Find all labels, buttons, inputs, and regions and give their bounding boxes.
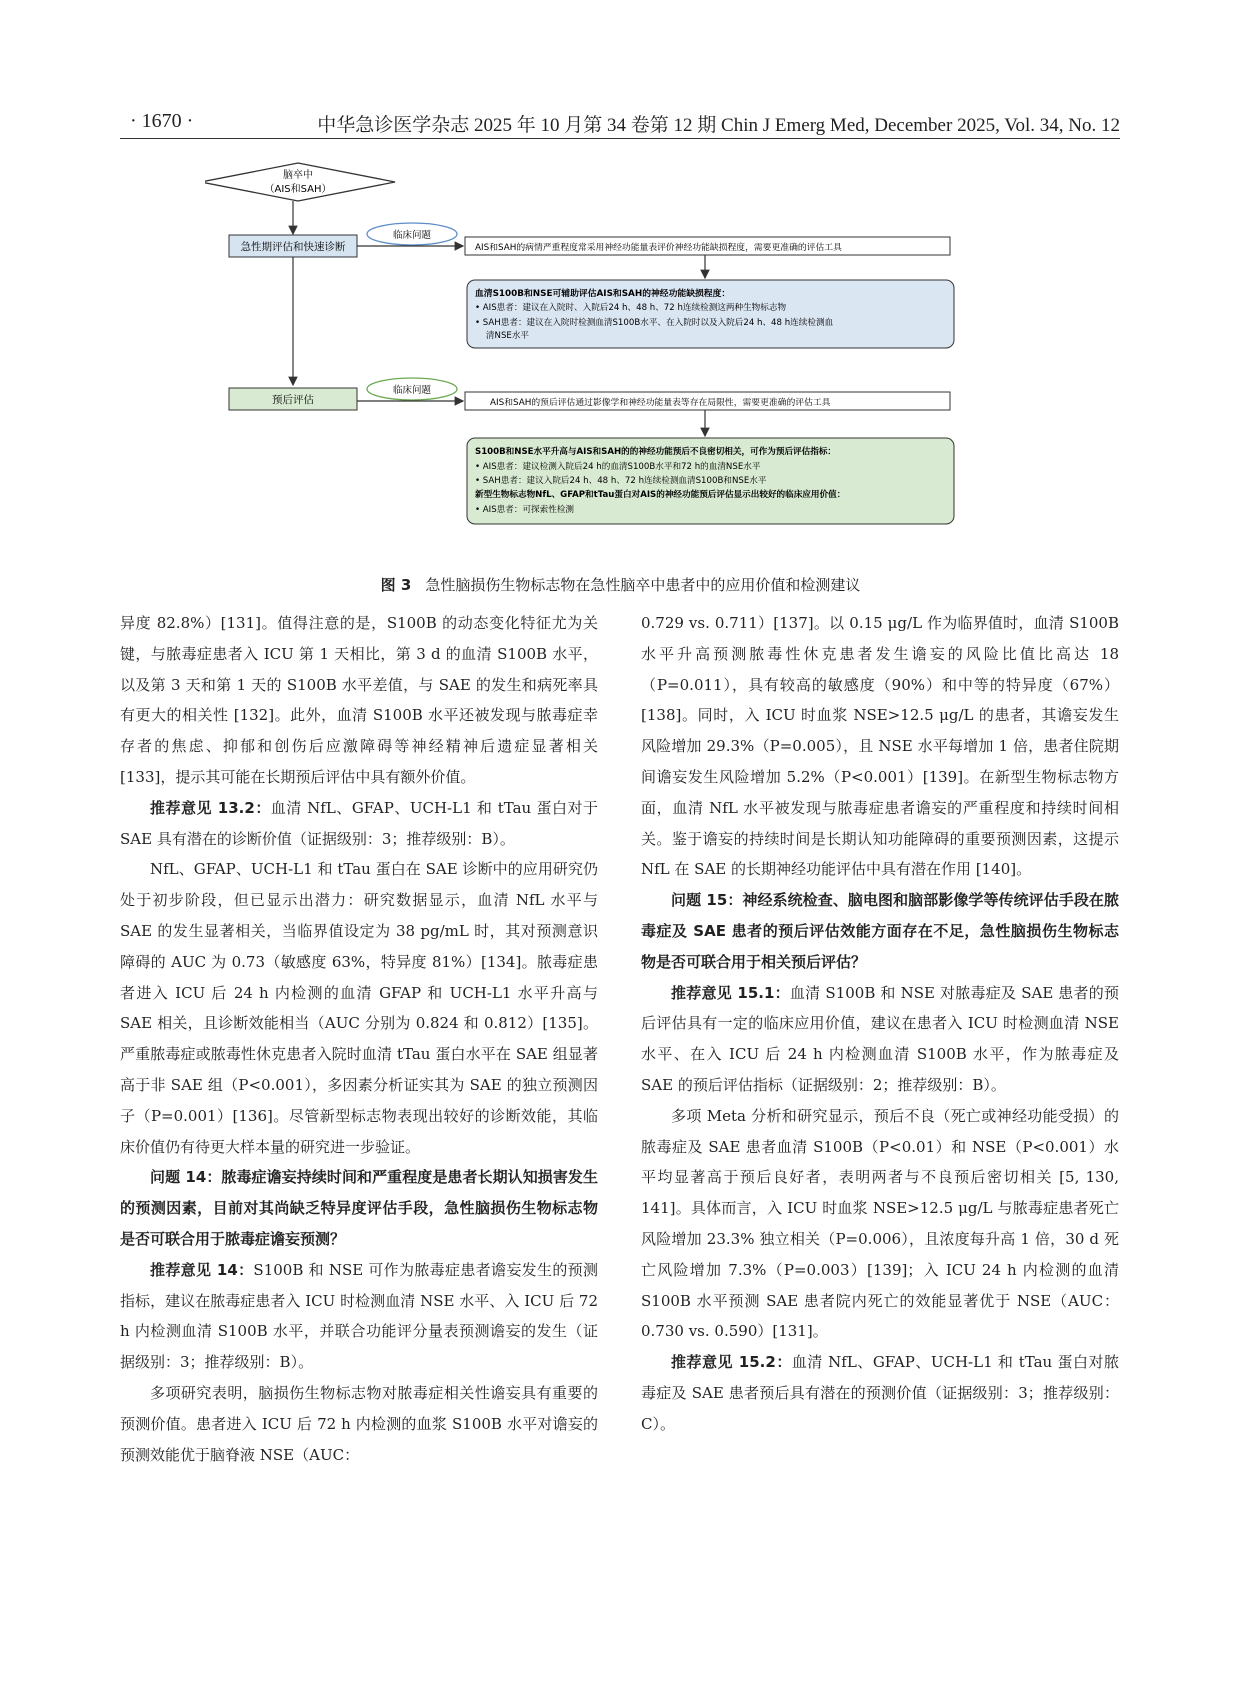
recommendation-2-line-2: • SAH患者：建议入院后24 h、48 h、72 h连续检测血清S100B和NSE水平: [475, 476, 767, 486]
flowchart-figure: [205, 160, 1005, 530]
recommendation-text: S100B 和 NSE 可作为脓毒症患者谵妄发生的预测指标，建议在脓毒症患者入 ICU 时检测血清 NSE 水平、入 ICU 后 72 h 内检测血清 S100B 水平，并联合功能评分量表预测谵妄的发生（证据级别：3；推荐级别：B）。: [120, 1260, 598, 1372]
right-column: [641, 608, 1119, 1440]
caption-text: 急性脑损伤生物标志物在急性脑卒中患者中的应用价值和检测建议: [425, 576, 861, 594]
recommendation-2-title-2: 新型生物标志物NfL、GFAP和tTau蛋白对AIS的神经功能预后评估显示出较好的临床应用价值：: [475, 490, 846, 500]
caption-label: 图 3: [380, 576, 412, 594]
recommendation-label: 推荐意见 15.2：: [671, 1353, 792, 1372]
left-column: [120, 608, 598, 1470]
recommendation-1-title: 血清S100B和NSE可辅助评估AIS和SAH的神经功能缺损程度：: [475, 289, 731, 299]
recommendation-2-line-1: • AIS患者：建议检测入院后24 h的血清S100B水平和72 h的血清NSE水平: [475, 462, 761, 472]
page-number: · 1670 ·: [130, 110, 194, 132]
clinical-question-1-label: 临床问题: [392, 230, 432, 241]
paragraph: NfL、GFAP、UCH-L1 和 tTau 蛋白在 SAE 诊断中的应用研究仍处于初步阶段，但已显示出潜力：研究数据显示，血清 NfL 水平与 SAE 的发生显著相关，当临界值设定为 38 pg/mL 时，其对预测意识障碍的 AUC 为 0.73（敏感度 63%，特异度 81%）[134]。脓毒症患者进入 ICU 后 24 h 内检测的血清 GFAP 和 UCH-L1 水平升高与 SAE 相关，且诊断效能相当（AUC 分别为 0.824 和 0.812）[135]。严重脓毒症或脓毒性休克患者入院时血清 tTau 蛋白水平在 SAE 组显著高于非 SAE 组（P<0.001），多因素分析证实其为 SAE 的独立预测因子（P=0.001）[136]。尽管新型标志物表现出较好的诊断效能，其临床价值仍有待更大样本量的研究进一步验证。: [120, 860, 598, 1156]
question-2-text: AIS和SAH的预后评估通过影像学和神经功能量表等存在局限性，需要更准确的评估工具: [490, 398, 831, 408]
question-14: 问题 14：脓毒症谵妄持续时间和严重程度是患者长期认知损害发生的预测因素，目前对其尚缺乏特异度评估手段，急性脑损伤生物标志物是否可联合用于脓毒症谵妄预测？: [120, 1168, 598, 1248]
recommendation-13-2: [120, 793, 598, 855]
recommendation-text: 血清 NfL、GFAP、UCH-L1 和 tTau 蛋白对于 SAE 具有潜在的诊断价值（证据级别：3；推荐级别：B）。: [120, 798, 599, 848]
question-15: 问题 15：神经系统检查、脑电图和脑部影像学等传统评估手段在脓毒症及 SAE 患者的预后评估效能方面存在不足，急性脑损伤生物标志物是否可联合用于相关预后评估？: [641, 891, 1119, 971]
acute-label: 急性期评估和快速诊断: [240, 241, 346, 253]
paragraph: 多项 Meta 分析和研究显示，预后不良（死亡或神经功能受损）的脓毒症及 SAE 患者血清 S100B（P<0.01）和 NSE（P<0.001）水平均显著高于预后良好者，表明两者与不良预后密切相关 [5, 130, 141]。具体而言，入 ICU 时血浆 NSE>12.5 μg/L 与脓毒症患者死亡风险增加 23.3% 独立相关（P=0.006），且浓度每升高 1 倍，30 d 死亡风险增加 7.3%（P=0.003）[139]；入 ICU 24 h 内检测的血清 S100B 水平预测 SAE 患者院内死亡的效能显著优于 NSE（AUC：0.730 vs. 0.590）[131]。: [641, 1106, 1119, 1341]
recommendation-1-line-3: 清NSE水平: [475, 331, 530, 341]
paragraph: 多项研究表明，脑损伤生物标志物对脓毒症相关性谵妄具有重要的预测价值。患者进入 ICU 后 72 h 内检测的血浆 S100B 水平对谵妄的预测效能优于脑脊液 NSE（AUC：: [120, 1383, 598, 1464]
question-1-text: AIS和SAH的病情严重程度常采用神经功能量表评价神经功能缺损程度，需要更准确的评估工具: [475, 243, 842, 253]
recommendation-14: [120, 1255, 598, 1378]
recommendation-2-line-3: • AIS患者：可探索性检测: [475, 505, 575, 515]
recommendation-2-title: S100B和NSE水平升高与AIS和SAH的的神经功能预后不良密切相关，可作为预后评估指标：: [475, 447, 837, 457]
figure-caption: [0, 574, 1241, 595]
prognosis-label: 预后评估: [272, 394, 314, 406]
recommendation-label: 推荐意见 14：: [150, 1260, 254, 1279]
page-header: [120, 108, 1120, 139]
recommendation-15-2: [641, 1347, 1119, 1439]
stroke-diamond: [205, 163, 395, 201]
paragraph: 异度 82.8%）[131]。值得注意的是，S100B 的动态变化特征尤为关键，与脓毒症患者入 ICU 第 1 天相比，第 3 d 的血清 S100B 水平，以及第 3 天和第 1 天的 S100B 水平差值，与 SAE 的发生和病死率具有更大的相关性 [132]。此外，血清 S100B 水平还被发现与脓毒症幸存者的焦虑、抑郁和创伤后应激障碍等神经精神后遗症显著相关 [133]，提示其可能在长期预后评估中具有额外价值。: [120, 614, 598, 786]
recommendation-1-line-2: • SAH患者：建议在入院时检测血清S100B水平、在入院时以及入院后24 h、48 h连续检测血: [475, 318, 834, 328]
recommendation-1-line-1: • AIS患者：建议在入院时、入院后24 h、48 h、72 h连续检测这两种生物标志物: [475, 303, 787, 313]
recommendation-text: 血清 NfL、GFAP、UCH-L1 和 tTau 蛋白对脓毒症及 SAE 患者预后具有潜在的预测价值（证据级别：3；推荐级别：C）。: [641, 1353, 1120, 1433]
paragraph: 0.729 vs. 0.711）[137]。以 0.15 μg/L 作为临界值时，血清 S100B 水平升高预测脓毒性休克患者发生谵妄的风险比值比高达 18（P=0.011），具有较高的敏感度（90%）和中等的特异度（67%）[138]。同时，入 ICU 时血浆 NSE>12.5 μg/L 的患者，其谵妄发生风险增加 29.3%（P=0.005），且 NSE 水平每增加 1 倍，患者住院期间谵妄发生风险增加 5.2%（P<0.001）[139]。在新型生物标志物方面，血清 NfL 水平被发现与脓毒症患者谵妄的严重程度和持续时间相关。鉴于谵妄的持续时间是长期认知功能障碍的重要预测因素，这提示 NfL 在 SAE 的长期神经功能评估中具有潜在作用 [140]。: [641, 614, 1119, 879]
diamond-label-2: （AIS和SAH）: [264, 184, 332, 195]
recommendation-label: 推荐意见 15.1：: [671, 983, 790, 1002]
diamond-label-1: 脑卒中: [283, 170, 313, 181]
recommendation-label: 推荐意见 13.2：: [150, 798, 271, 817]
clinical-question-2-label: 临床问题: [392, 385, 432, 396]
journal-title: 中华急诊医学杂志 2025 年 10 月第 34 卷第 12 期 Chin J Emerg Med, December 2025, Vol. 34, No. 12: [317, 115, 1120, 136]
recommendation-15-1: [641, 978, 1119, 1101]
recommendation-text: 血清 S100B 和 NSE 对脓毒症及 SAE 患者的预后评估具有一定的临床应用价值，建议在患者入 ICU 时检测血清 NSE 水平、在入 ICU 后 24 h 内检测血清 S100B 水平，作为脓毒症及 SAE 的预后评估指标（证据级别：2；推荐级别：B）。: [641, 983, 1120, 1094]
